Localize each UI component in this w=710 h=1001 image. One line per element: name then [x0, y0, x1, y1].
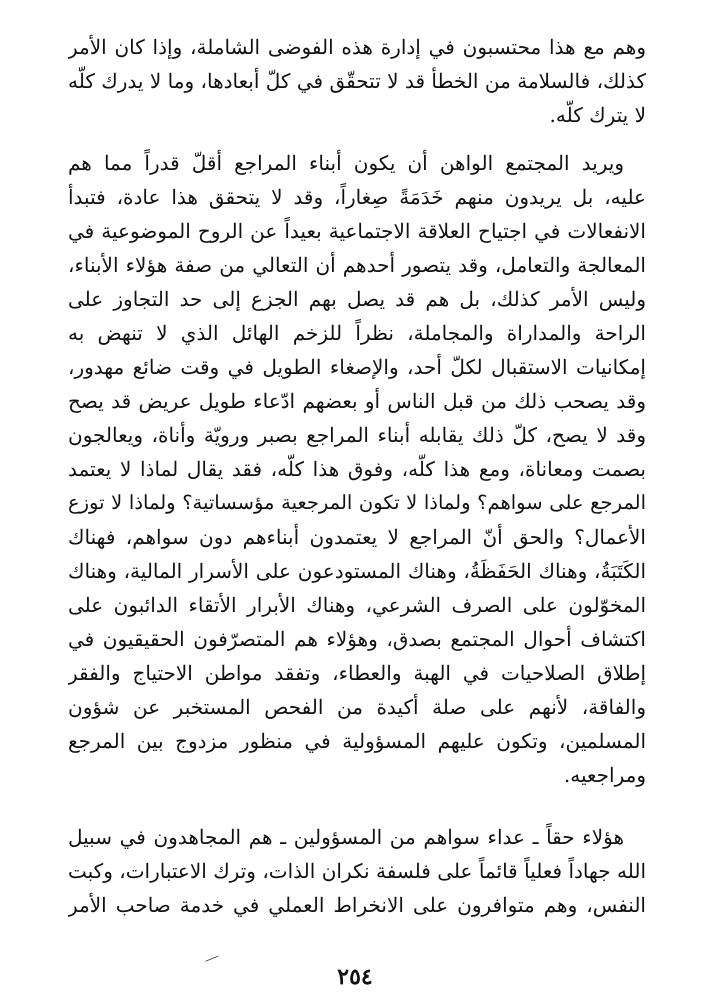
text-line: الانفعالات في اجتياح العلاقة الاجتماعية بعيداً عن الروح الموضوعية في — [68, 219, 646, 243]
text-line: المسلمين، وتكون عليهم المسؤولية في منظور مزدوج بين المرجع — [68, 729, 646, 753]
paragraph-2 — [68, 146, 646, 792]
page-number: ٢٥٤ — [337, 964, 373, 990]
text-line: إطلاق الصلاحيات في الهبة والعطاء، وتفقد مواطن الاحتياج والفقر — [68, 661, 646, 685]
text-line: المرجع على سواهم؟ ولماذا لا تكون المرجعية مؤسساتية؟ ولماذا لا توزع — [68, 491, 646, 514]
paragraph-1 — [68, 30, 646, 132]
text-line: وهم مع هذا محتسبون في إدارة هذه الفوضى الشاملة، وإذا كان الأمر — [68, 35, 646, 59]
text-line: اكتشاف أحوال المجتمع بصدق، وهؤلاء هم المتصرّفون الحقيقيون في — [68, 627, 646, 651]
text-line: الكَتَبَةُ، وهناك الحَفَظَةُ، وهناك المستودعون على الأسرار المالية، وهناك — [68, 559, 646, 583]
text-line: وليس الأمر كذلك، بل هم قد يصل بهم الجزع إلى حد التجاوز على — [68, 287, 646, 311]
text-line: لا يترك كلّه. — [549, 103, 646, 127]
text-line: عليه، بل يريدون منهم خَدَمَةً صِغاراً، وقد لا يتحقق هذا عادة، فتبدأ — [68, 185, 646, 209]
paragraph-3 — [68, 820, 646, 922]
text-line: والفاقة، لأنهم على صلة أكيدة من الفحص المستخبر عن شؤون — [68, 695, 646, 719]
text-line: وقد لا يصح، كلّ ذلك يقابله أبناء المراجع بصبر ورويّة وأناة، ويعالجون — [68, 423, 646, 447]
text-line: النفس، وهم متوافرون على الانخراط العملي في خدمة صاحب الأمر — [68, 893, 646, 917]
text-line: الراحة والمداراة والمجاملة، نظراً للزخم الهائل الذي لا تنهض به — [68, 321, 646, 345]
text-line: الأعمال؟ والحق أنّ المراجع لا يعتمدون أبناءهم دون سواهم، فهناك — [68, 525, 646, 549]
text-line: بصمت ومعاناة، ومع هذا كلّه، وفوق هذا كلّه، فقد يقال لماذا لا يعتمد — [68, 457, 646, 481]
text-line: إمكانيات الاستقبال لكلّ أحد، والإصغاء الطويل في وقت ضائع مهدور، — [68, 355, 646, 379]
text-line: المعالجة والتعامل، وقد يتصور أحدهم أن التعالي من صفة هؤلاء الأبناء، — [68, 253, 646, 277]
text-line: ومراجعيه. — [563, 763, 646, 787]
text-line: المخوّلون على الصرف الشرعي، وهناك الأبرار الأتقاء الدائبون على — [68, 593, 646, 617]
text-line: وقد يصحب ذلك من قبل الناس أو بعضهم ادّعاء طويل عريض قد يصح — [68, 389, 646, 413]
text-line: الله جهاداً فعلياً قائماً على فلسفة نكران الذات، وترك الاعتبارات، وكبت — [68, 859, 646, 883]
text-line: ويريد المجتمع الواهن أن يكون أبناء المراجع أقلّ قدراً مما هم — [68, 151, 624, 175]
text-line: كذلك، فالسلامة من الخطأ قد لا تتحقّق في كلّ أبعادها، وما لا يدرك كلّه — [68, 69, 646, 93]
text-line: هؤلاء حقاً ـ عداء سواهم من المسؤولين ـ هم المجاهدون في سبيل — [68, 825, 624, 849]
stray-mark — [205, 956, 221, 968]
